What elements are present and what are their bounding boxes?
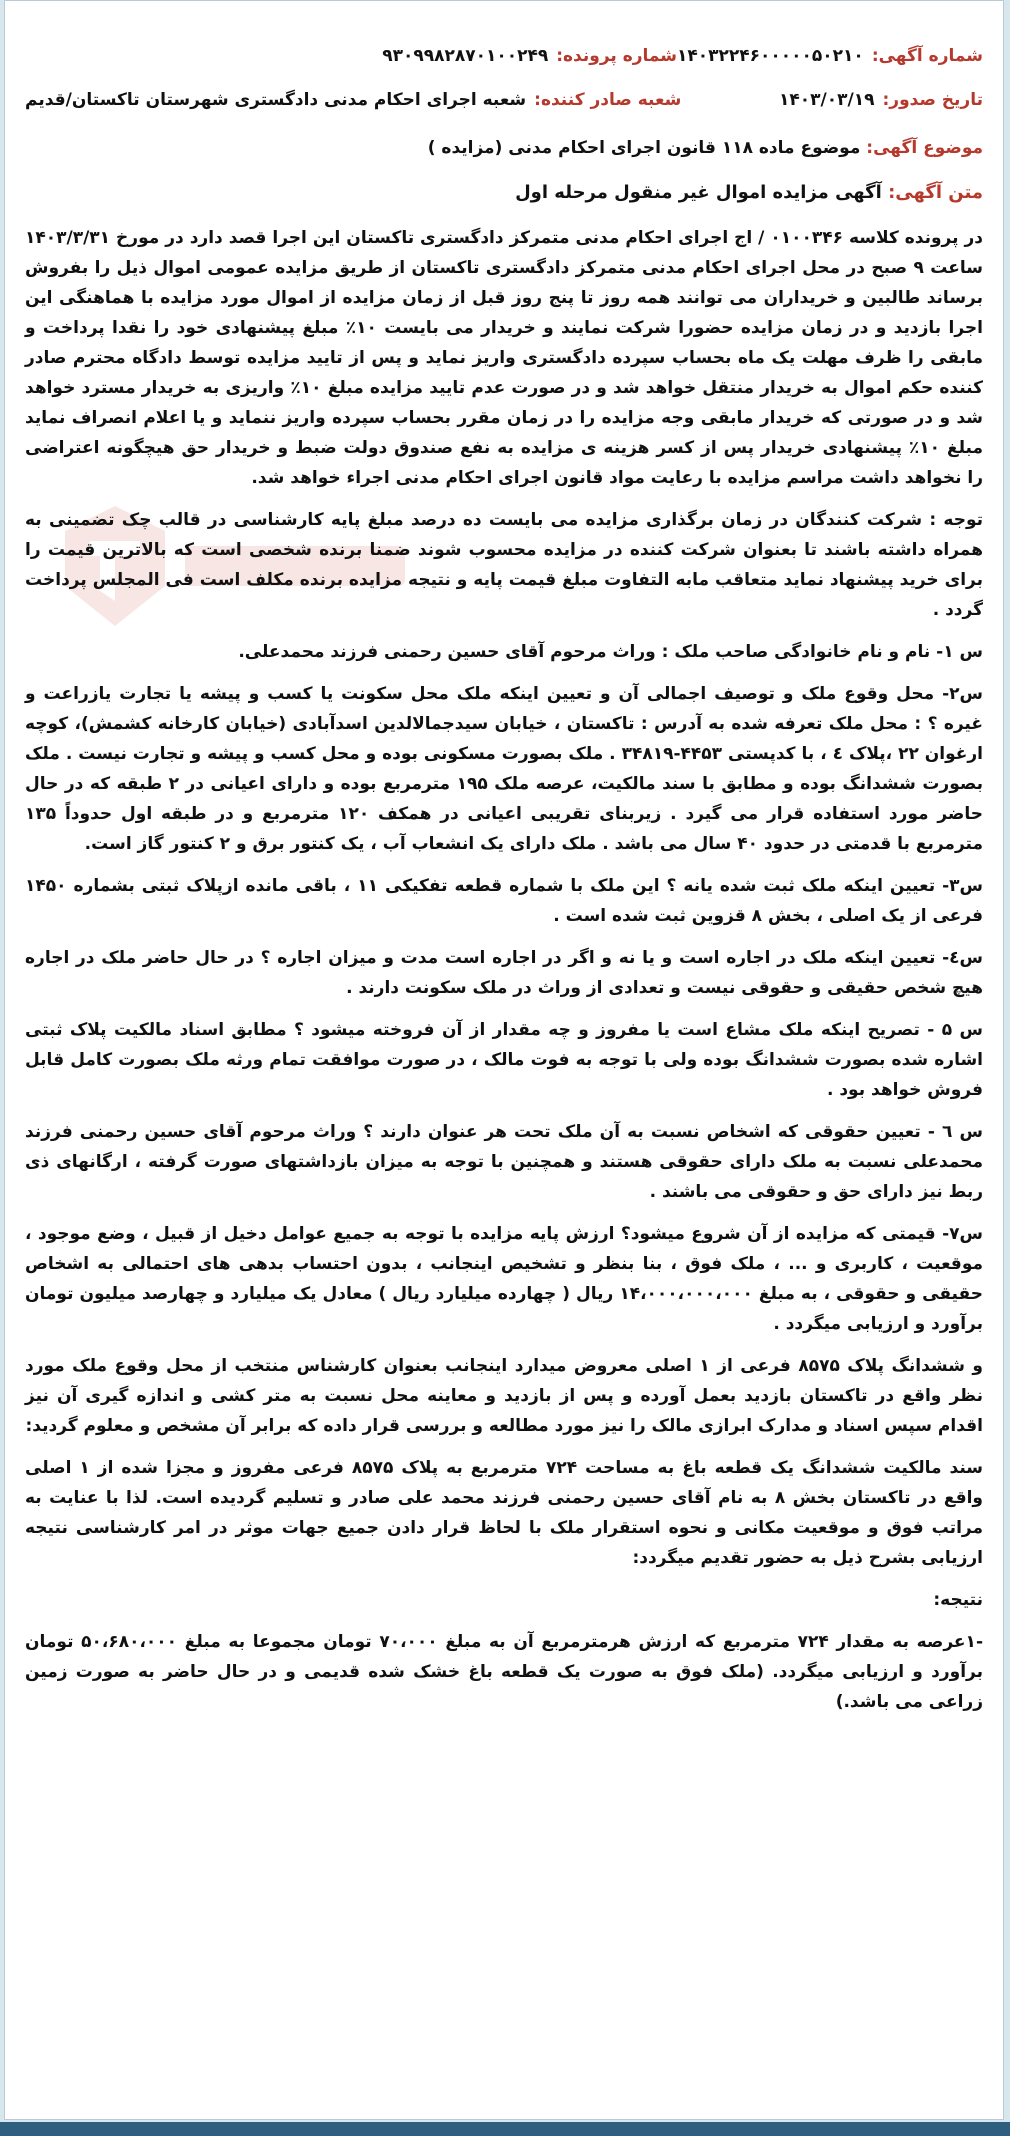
subject-label: موضوع آگهی: [866, 138, 983, 158]
paragraph-q3: س۳- تعیین اینکه ملک ثبت شده یانه ؟ این ملک با شماره قطعه تفکیکی ۱۱ ، باقی مانده ازپلاک ثبتی بشماره ۱۴۵۰ فرعی از یک اصلی ، بخش ۸ قزوین ثبت شده است . [25, 876, 983, 926]
paragraph-q1: س ۱- نام و نام خانوادگی صاحب ملک : وراث مرحوم آقای حسین رحمنی فرزند محمدعلی. [238, 642, 983, 662]
footer-bar [0, 2122, 1010, 2136]
notice-text-label: متن آگهی: [888, 182, 983, 203]
notice-number-field [677, 41, 983, 71]
header-row-1 [25, 41, 983, 71]
paragraph-q5: س ۵ - تصریح اینکه ملک مشاع است یا مفروز و چه مقدار از آن فروخته میشود ؟ مطابق اسناد مالکیت پلاک ثبتی اشاره شده بصورت ششدانگ بوده ولی با توجه به فوت مالک ، در صورت موافقت تمام ورثه ملک بصورت کامل قابل فروش خواهد بود . [25, 1020, 983, 1100]
paragraph-q7: س۷- قیمتی که مزایده از آن شروع میشود؟ ارزش پایه مزایده با توجه به جمیع عوامل دخیل از قبیل ، وضع موجود ، موقعیت ، کاربری و ... ، ملک فوق ، بنا بنظر و تشخیص اینجانب ، بدون احتساب بدهی های احتمالی به اشخاص حقیقی و حقوقی ، به مبلغ ۱۴،۰۰۰،۰۰۰،۰۰۰ ریال ( چهارده میلیارد ریال ) معادل یک میلیارد و چهارصد میلیون تومان برآورد و ارزیابی میگردد . [25, 1224, 983, 1334]
paragraph-q4: س٤- تعیین اینکه ملک در اجاره است و یا نه و اگر در اجاره است مدت و میزان اجاره ؟ در حال حاضر ملک در اجاره هیچ شخص حقیقی و حقوقی نیست و تعدادی از وراث در ملک سکونت دارند . [25, 948, 983, 998]
notice-number-label: شماره آگهی: [871, 46, 983, 66]
issue-date-field [691, 85, 983, 115]
notice-page [4, 0, 1004, 2120]
paragraph-q2: س۲- محل وقوع ملک و توصیف اجمالی آن و تعیین اینکه ملک محل سکونت یا کسب و پیشه یا تجارت یازراعت و غیره ؟ : محل ملک تعرفه شده به آدرس : تاکستان ، خیابان سیدجمالالدین اسدآبادی (خیابان کارخانه کشمش)، کوچه ارغوان ۲۲ ،پلاک ٤ ، با کدپستی ۴۴۵۳-۳۴۸۱۹ . ملک بصورت مسکونی بوده و محل کسب و پیشه و تجارت نیست . ملک بصورت ششدانگ بوده و مطابق با سند مالکیت، عرصه ملک ۱۹۵ مترمربع بوده و دارای اعیانی در ۲ طبقه که در حال حاضر مورد استفاده قرار می گیرد . زیربنای تقریبی اعیانی در همکف ۱۲۰ مترمربع و در طبقه اول حدوداً ۱۳۵ مترمربع با قدمتی در حدود ۴۰ سال می باشد . ملک دارای یک انشعاب آب ، یک کنتور برق و ۲ کنتور گاز است. [25, 684, 984, 854]
issuer-field [25, 85, 681, 115]
paragraph-result-heading: نتیجه: [933, 1590, 983, 1610]
notice-title-row [25, 177, 983, 209]
paragraph-expert-visit: و ششدانگ پلاک ۸۵۷۵ فرعی از ۱ اصلی معروض میدارد اینجانب بعنوان کارشناس منتخب از محل وقوع ملک مورد نظر واقع در تاکستان بازدید بعمل آورده و پس از بازدید و معاینه محل نسبت به متر کشی و اندازه گیری آن نیز اقدام سپس اسناد و مدارک ابرازی مالک را نیز مورد مطالعه و بررسی قرار داده که برابر آن مشخص و معلوم گردید: [25, 1356, 983, 1436]
paragraph-q6: س ٦ - تعیین حقوقی که اشخاص نسبت به آن ملک تحت هر عنوان دارند ؟ وراث مرحوم آقای حسین رحمنی فرزند محمدعلی نسبت به ملک دارای حقوقی هستند و همچنین با توجه به میزان بازداشتهای صورت گرفته ، ارگانهای ذی ربط نیز دارای حق و حقوقی می باشند . [25, 1122, 983, 1202]
notice-number-value: ۱۴۰۳۲۲۴۶۰۰۰۰۰۵۰۲۱۰ [677, 46, 864, 66]
paragraph-deed: سند مالکیت ششدانگ یک قطعه باغ به مساحت ۷۲۴ مترمربع به پلاک ۸۵۷۵ فرعی مفروز و مجزا شده از ۱ اصلی واقع در تاکستان بخش ۸ به نام آقای حسین رحمنی فرزند محمد علی صادر و تسلیم گردیده است. لذا با عنایت به مراتب فوق و موقعیت مکانی و نحوه استقرار ملک با لحاظ قرار دادن جمیع جهات موثر در امر کارشناسی نتیجه ارزیابی بشرح ذیل به حضور تقدیم میگردد: [25, 1458, 984, 1568]
issue-date-label: تاریخ صدور: [882, 90, 983, 110]
notice-title: آگهی مزایده اموال غیر منقول مرحله اول [515, 182, 882, 203]
case-number-label: شماره پرونده: [556, 46, 678, 66]
issuer-label: شعبه صادر کننده: [534, 90, 682, 110]
case-number-field [382, 41, 677, 71]
paragraph-result: -۱عرصه به مقدار ۷۲۴ مترمربع که ارزش هرمترمربع آن به مبلغ ۷۰،۰۰۰ تومان مجموعا به مبلغ ۵۰،۶۸۰،۰۰۰ تومان برآورد و ارزیابی میگردد. (ملک فوق به صورت یک قطعه باغ خشک شده قدیمی و در حال حاضر به صورت زمین زراعی می باشد.) [25, 1632, 983, 1712]
subject-value: موضوع ماده ۱۱۸ قانون اجرای احکام مدنی (مزایده ) [427, 138, 861, 158]
paragraph-attention: توجه : شرکت کنندگان در زمان برگذاری مزایده می بایست ده درصد مبلغ پایه کارشناسی در قالب چک تضمینی به همراه داشته باشند تا بعنوان شرکت کننده در مزایده محسوب شوند ضمنا برنده شخصی است که بالاترین قیمت را برای خرید پیشنهاد نماید متعاقب مابه التفاوت مبلغ قیمت پایه و نتیجه مزایده برنده مکلف است فی المجلس پرداخت گردد . [25, 510, 983, 620]
notice-content [5, 1, 1003, 1729]
issue-date-value: ۱۴۰۳/۰۳/۱۹ [779, 90, 875, 110]
subject-row [25, 133, 983, 163]
header-row-2 [25, 85, 983, 115]
issuer-value: شعبه اجرای احکام مدنی دادگستری شهرستان تاکستان/قدیم [25, 90, 527, 110]
case-number-value: ۹۳۰۹۹۸۲۸۷۰۱۰۰۲۴۹ [382, 46, 549, 66]
paragraph-intro: در پرونده کلاسه ۰۱۰۰۳۴۶ / اج اجرای احکام مدنی متمرکز دادگستری تاکستان این اجرا قصد دارد در مورخ ۱۴۰۳/۳/۳۱ ساعت ۹ صبح در محل اجرای احکام مدنی متمرکز دادگستری تاکستان از طریق مزایده عمومی اموال ذیل را بفروش برساند طالبین و خریداران می توانند همه روز تا پنج روز قبل از زمان مزایده از اموال مورد مزایده با هماهنگی این اجرا بازدید و در زمان مزایده حضورا شرکت نمایند و خریدار می بایست ۱۰٪ مبلغ پیشنهادی خود را نقدا پرداخت و مابقی را ظرف مهلت یک ماه بحساب سپرده دادگستری واریز نماید و پس از تایید مزایده توسط دادگاه محترم صادر کننده حکم اموال به خریدار منتقل خواهد شد و در صورت عدم تایید مزایده مبلغ ۱۰٪ واریزی به خریدار مسترد خواهد شد و در صورتی که خریدار مابقی وجه مزایده را در زمان مقرر بحساب سپرده واریز ننماید و یا اعلام انصراف نماید مبلغ ۱۰٪ پیشنهادی خریدار پس از کسر هزینه ی مزایده به نفع صندوق دولت ضبط و خریدار حق هیچگونه اعتراضی را نخواهد داشت مراسم مزایده با رعایت مواد قانون اجرای احکام مدنی اجراء خواهد شد. [25, 228, 983, 488]
